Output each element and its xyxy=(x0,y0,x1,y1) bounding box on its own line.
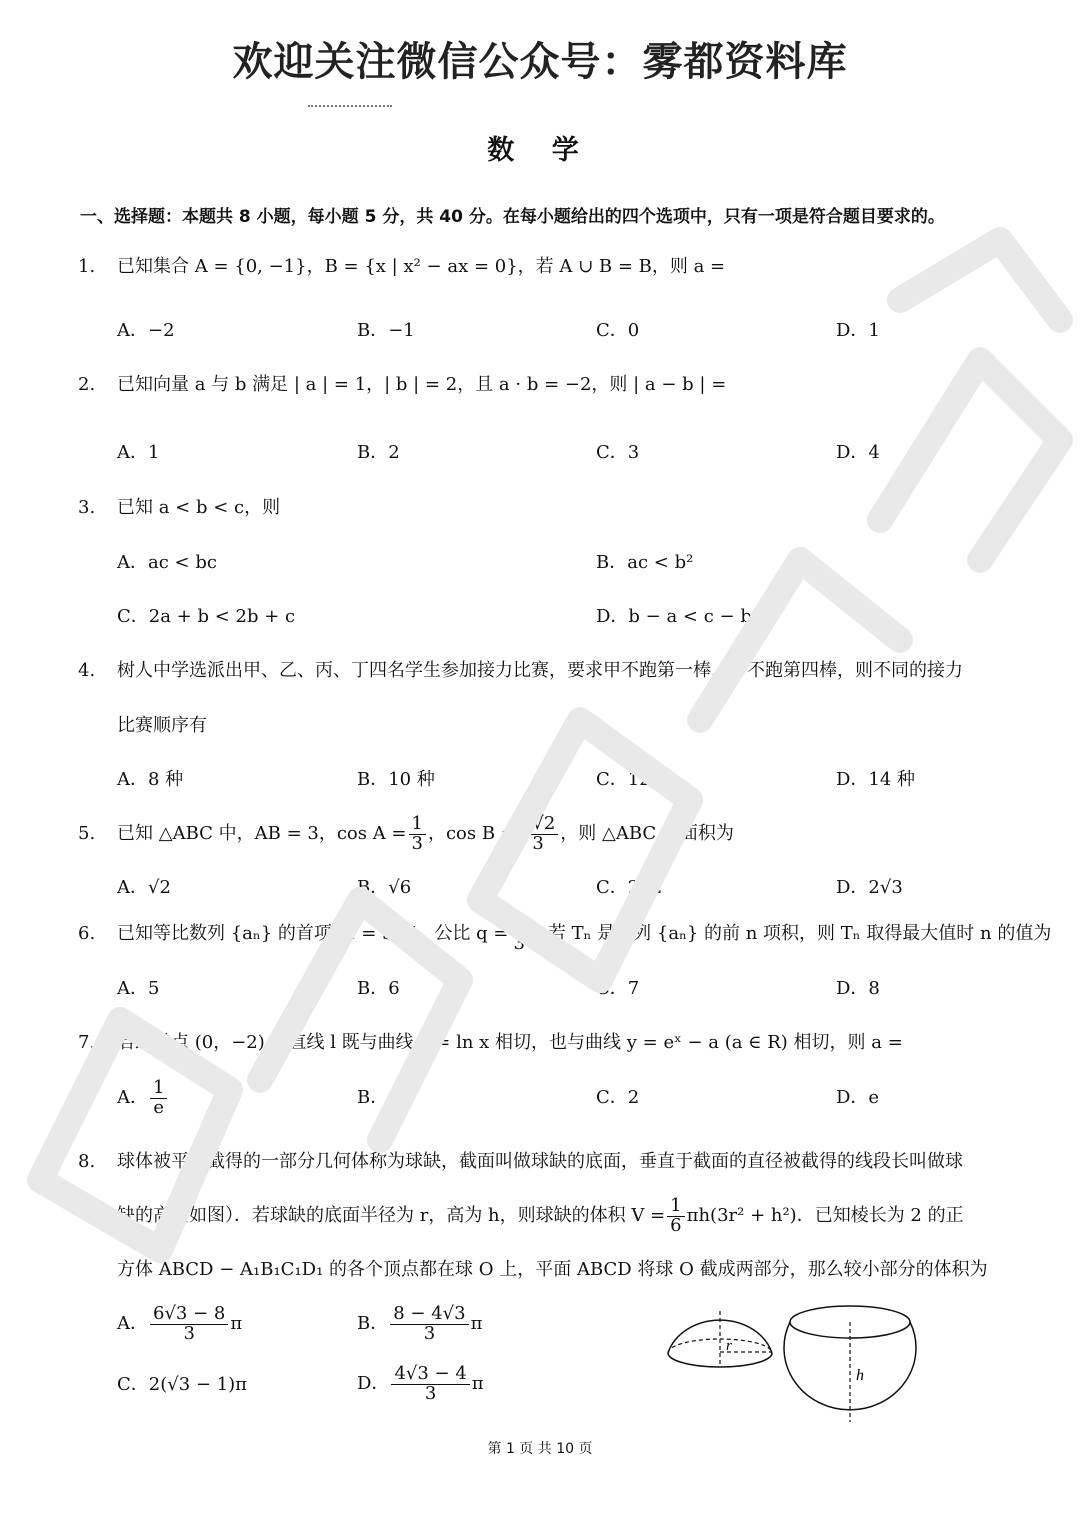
q1-option-c: C．0 xyxy=(596,320,640,341)
q5-stem-a: 已知 △ABC 中，AB = 3，cos A = xyxy=(117,823,407,844)
q6-stem xyxy=(117,908,1051,960)
q8-b-suffix: π xyxy=(470,1313,483,1334)
q8-option-d-label: D． xyxy=(357,1373,390,1394)
q6-denominator: 3 xyxy=(513,932,525,954)
q8-option-a-label: A． xyxy=(117,1313,148,1334)
q6-stem-b: ．若 Tₙ 是数列 {aₙ} 的前 n 项积，则 Tₙ 取得最大值时 n 的值为 xyxy=(529,923,1052,944)
q3-stem: 已知 a < b < c，则 xyxy=(117,497,281,518)
q5-fraction-2 xyxy=(518,812,558,854)
q2-option-b: B．2 xyxy=(357,442,400,463)
q7-option-c: C．2 xyxy=(596,1087,640,1108)
q6-option-a: A．5 xyxy=(117,978,160,999)
q3-option-b: B．ac < b² xyxy=(596,552,694,573)
large-cap xyxy=(784,1306,916,1422)
q6-option-d: D．8 xyxy=(836,978,880,999)
q6-number: 6. xyxy=(78,923,96,944)
q8-b-denominator: 3 xyxy=(423,1322,436,1344)
page-footer: 第 1 页 共 10 页 xyxy=(487,1441,593,1457)
q3-option-d: D．b − a < c − b xyxy=(596,606,752,627)
q5-option-a: A．√2 xyxy=(117,877,171,898)
q8-stem2b: πh(3r² + h²)．已知棱长为 2 的正 xyxy=(686,1205,964,1226)
q7-stem: 若经过点 (0，−2) 的直线 l 既与曲线 y = ln x 相切，也与曲线 y = eˣ − a (a ∈ R) 相切，则 a = xyxy=(117,1032,903,1053)
q5-option-b: B．√6 xyxy=(357,877,412,898)
q8-d-suffix: π xyxy=(471,1373,484,1394)
q8-option-a xyxy=(117,1298,242,1350)
q7-option-d: D．e xyxy=(836,1087,880,1108)
q8-b-numerator: 8 − 4√3 xyxy=(390,1305,468,1325)
q5-f2-denominator: 3 xyxy=(532,832,544,854)
q7-a-denominator: e xyxy=(153,1096,165,1118)
q4-option-c: C．12 种 xyxy=(596,769,675,790)
q7-option-a-label: A． xyxy=(117,1087,148,1108)
q3-option-a: A．ac < bc xyxy=(117,552,217,573)
q5-f1-numerator: 1 xyxy=(409,815,426,835)
q8-numerator: 1 xyxy=(667,1197,684,1217)
q2-stem: 已知向量 a 与 b 满足 | a | = 1，| b | = 2，且 a · b = −2，则 | a − b | = xyxy=(117,374,727,395)
q2-option-a: A．1 xyxy=(117,442,160,463)
q5-f1-denominator: 3 xyxy=(411,832,423,854)
q8-denominator: 6 xyxy=(670,1214,682,1236)
q6-option-c: C．7 xyxy=(596,978,640,999)
q1-option-d: D．1 xyxy=(836,320,880,341)
q7-option-a-fraction xyxy=(150,1076,167,1118)
q1-stem: 已知集合 A = {0, −1}，B = {x | x² − ax = 0}，若 A ∪ B = B，则 a = xyxy=(117,256,726,277)
q7-option-a xyxy=(117,1072,169,1124)
q4-stem-line2: 比赛顺序有 xyxy=(117,715,207,736)
q8-option-a-fraction xyxy=(150,1302,228,1344)
q2-number: 2. xyxy=(78,374,96,395)
q7-number: 7. xyxy=(78,1032,96,1053)
q5-stem-c: ，则 △ABC 的面积为 xyxy=(560,823,734,844)
small-cap xyxy=(668,1311,772,1367)
q3-option-c: C．2a + b < 2b + c xyxy=(117,606,296,627)
q2-option-c: C．3 xyxy=(596,442,640,463)
spherical-cap-figure xyxy=(660,1300,930,1430)
q5-f2-numerator: 2√2 xyxy=(518,815,558,835)
q8-a-suffix: π xyxy=(230,1313,243,1334)
q8-d-denominator: 3 xyxy=(424,1382,437,1404)
q8-option-c: C．2(√3 − 1)π xyxy=(117,1374,247,1395)
label-h: h xyxy=(856,1367,864,1384)
q3-number: 3. xyxy=(78,497,96,518)
q8-stem2a: 缺的高（如图）．若球缺的底面半径为 r，高为 h，则球缺的体积 V = xyxy=(117,1205,666,1226)
q5-option-d: D．2√3 xyxy=(836,877,903,898)
q8-option-d xyxy=(357,1358,484,1410)
scan-mark xyxy=(308,98,392,107)
label-r: r xyxy=(726,1338,732,1354)
q8-fraction xyxy=(667,1194,684,1236)
q6-fraction xyxy=(510,912,527,954)
q4-number: 4. xyxy=(78,660,96,681)
q1-number: 1. xyxy=(78,256,96,277)
q4-option-d: D．14 种 xyxy=(836,769,916,790)
q1-option-b: B．−1 xyxy=(357,320,415,341)
q8-option-d-fraction xyxy=(391,1362,469,1404)
q5-option-c: C．2√2 xyxy=(596,877,663,898)
q5-number: 5. xyxy=(78,823,96,844)
section-header: 一、选择题：本题共 8 小题，每小题 5 分，共 40 分。在每小题给出的四个选项中，只有一项是符合题目要求的。 xyxy=(80,207,945,227)
banner-title: 欢迎关注微信公众号：雾都资料库 xyxy=(232,39,848,85)
q4-option-b: B．10 种 xyxy=(357,769,435,790)
page-title: 数 学 xyxy=(487,135,593,166)
q1-option-a: A．−2 xyxy=(117,320,175,341)
q7-a-numerator: 1 xyxy=(150,1079,167,1099)
q8-a-numerator: 6√3 − 8 xyxy=(150,1305,228,1325)
q4-stem: 树人中学选派出甲、乙、丙、丁四名学生参加接力比赛，要求甲不跑第一棒，丁不跑第四棒，则不同的接力 xyxy=(117,660,963,681)
q8-stem-line2 xyxy=(117,1190,964,1242)
q8-option-b-label: B． xyxy=(357,1313,389,1334)
q8-a-denominator: 3 xyxy=(183,1322,195,1344)
q6-numerator: 1 xyxy=(510,915,527,935)
q5-fraction-1 xyxy=(409,812,426,854)
q8-option-b-fraction xyxy=(390,1302,468,1344)
q8-number: 8. xyxy=(78,1151,96,1172)
q4-option-a: A．8 种 xyxy=(117,769,184,790)
q8-d-numerator: 4√3 − 4 xyxy=(391,1365,469,1385)
q8-stem-line1: 球体被平面截得的一部分几何体称为球缺，截面叫做球缺的底面，垂直于截面的直径被截得的线段长叫做球 xyxy=(117,1151,963,1172)
q2-option-d: D．4 xyxy=(836,442,880,463)
q7-option-b: B．1 xyxy=(357,1087,400,1108)
q8-option-b xyxy=(357,1298,482,1350)
q5-stem-b: ，cos B = xyxy=(427,823,516,844)
q6-stem-a: 已知等比数列 {aₙ} 的首项 a₁ = 527，公比 q = xyxy=(117,923,509,944)
q5-stem xyxy=(117,808,734,860)
q8-stem-line3: 方体 ABCD − A₁B₁C₁D₁ 的各个顶点都在球 O 上，平面 ABCD 将球 O 截成两部分，那么较小部分的体积为 xyxy=(117,1259,988,1280)
q6-option-b: B．6 xyxy=(357,978,400,999)
